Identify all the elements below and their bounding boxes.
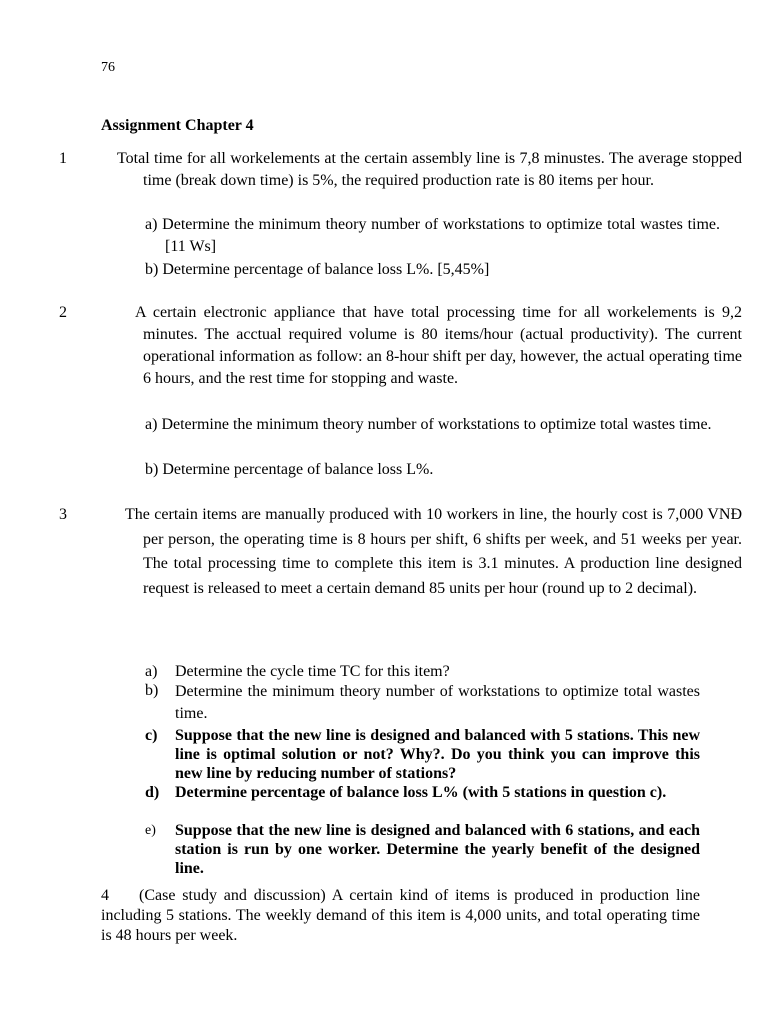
question-3-part-e-text: Suppose that the new line is designed and balanced with 6 stations, and each station is run by one worker. Determine the yearly benefit of the designed line. xyxy=(175,822,700,877)
question-3-part-b xyxy=(145,681,700,725)
question-4-text: (Case study and discussion) A certain kind of items is produced in production line including 5 stations. The weekly demand of this item is 4,000 units, and total operating time is 48 hours per week. xyxy=(101,887,700,944)
question-1-part-b xyxy=(145,259,720,281)
question-3-number: 3 xyxy=(59,506,67,523)
question-3-part-d-text: Determine percentage of balance loss L% (with 5 stations in question c). xyxy=(175,784,667,801)
question-3-part-a-label: a) xyxy=(145,663,158,680)
question-1-part-b-label: b) xyxy=(145,261,159,278)
question-1 xyxy=(59,148,742,192)
question-3-part-d-label: d) xyxy=(145,784,160,801)
question-2-part-b-text: Determine percentage of balance loss L%. xyxy=(162,461,434,478)
question-3-part-e xyxy=(145,821,700,878)
question-3-part-c-label: c) xyxy=(145,727,158,744)
question-4-number: 4 xyxy=(101,887,109,904)
question-3-part-a-text: Determine the cycle time TC for this item? xyxy=(175,663,450,680)
question-3-part-d xyxy=(145,783,700,802)
page-number: 76 xyxy=(101,60,115,75)
question-1-part-a xyxy=(145,214,720,258)
question-2-part-b xyxy=(145,459,720,481)
page-title: Assignment Chapter 4 xyxy=(101,117,254,134)
question-2-part-b-label: b) xyxy=(145,461,159,478)
question-1-text: Total time for all workelements at the certain assembly line is 7,8 minustes. The average stopped time (break down time) is 5%, the required production rate is 80 items per hour. xyxy=(117,150,742,189)
question-2-number: 2 xyxy=(59,304,67,321)
question-2 xyxy=(59,302,742,390)
question-3-part-c xyxy=(145,726,700,783)
question-2-part-a xyxy=(145,414,720,436)
question-4 xyxy=(101,886,700,946)
question-3 xyxy=(59,503,742,601)
question-3-text: The certain items are manually produced with 10 workers in line, the hourly cost is 7,000 VNĐ per person, the operating time is 8 hours per shift, 6 shifts per week, and 51 weeks per year. The total processing time to complete this item is 3.1 minutes. A production line designed request is released to meet a certain demand 85 units per hour (round up to 2 decimal). xyxy=(125,506,742,597)
question-2-text: A certain electronic appliance that have total processing time for all workelements is 9,2 minutes. The acctual required volume is 80 items/hour (actual productivity). The current operational information as follow: an 8-hour shift per day, however, the actual operating time 6 hours, and the rest time for stopping and waste. xyxy=(135,304,742,387)
question-1-part-a-label: a) xyxy=(145,216,158,233)
question-2-part-a-label: a) xyxy=(145,416,158,433)
question-1-part-b-text: Determine percentage of balance loss L%. [5,45%] xyxy=(162,261,490,278)
question-3-part-e-label: e) xyxy=(145,823,156,838)
question-1-part-a-text: Determine the minimum theory number of workstations to optimize total wastes time. [11 Ws] xyxy=(162,216,721,255)
question-1-number: 1 xyxy=(59,150,67,167)
question-3-part-b-text: Determine the minimum theory number of workstations to optimize total wastes time. xyxy=(175,683,700,722)
question-3-part-b-label: b) xyxy=(145,682,159,699)
question-2-part-a-text: Determine the minimum theory number of workstations to optimize total wastes time. xyxy=(161,416,712,433)
question-3-part-c-text: Suppose that the new line is designed and balanced with 5 stations. This new line is optimal solution or not? Why?. Do you think you can improve this new line by reducing number of stations? xyxy=(175,727,700,782)
question-3-part-a xyxy=(145,662,700,681)
